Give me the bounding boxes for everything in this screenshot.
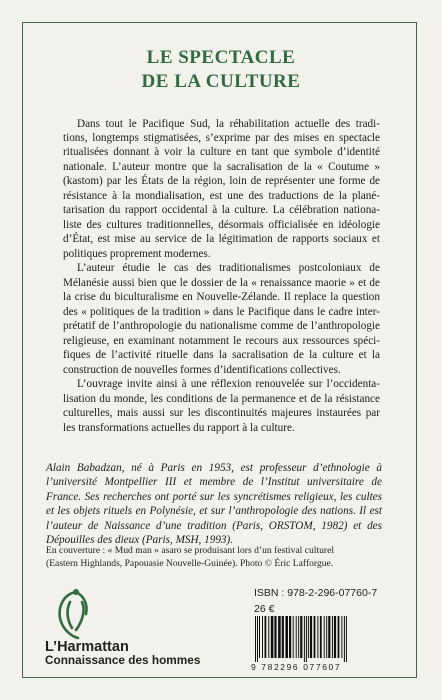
body-line: des « politiques de la tradition » dans le Pacifique dans le cadre inter- xyxy=(63,306,380,318)
body-line: culturelles, mais aussi sur les discontinuités majeures instaurées par xyxy=(63,407,380,419)
body-line: tions, longtemps stigmatisées, s’exprime par des mises en spectacle xyxy=(63,132,380,144)
body-line: Dans tout le Pacifique Sud, la réhabilitation actuelle des tradi- xyxy=(77,118,380,130)
author-bio-line: France. Ses recherches ont porté sur les syncrétismes religieux, les cultes xyxy=(46,491,382,503)
author-bio-line: Dépouilles des dieux (Paris, MSH, 1993). xyxy=(46,534,234,546)
body-line: Mélanésie aussi bien que le dossier de la « renaissance maorie » et de xyxy=(63,277,380,289)
body-line: L’auteur étudie le cas des traditionalismes postcoloniaux de xyxy=(77,262,380,274)
body-line: ritualisées donnant à voir la culture en tant que symbole d’identité xyxy=(63,146,380,158)
harmattan-logo-icon xyxy=(52,584,100,642)
author-bio-line: et les objets rituels en Polynésie, et sur l’anthropologie des nations. Il est xyxy=(46,505,382,517)
body-line: (kastom) par les États de la région, loin de représenter une forme de xyxy=(63,175,380,187)
body-line: lisation du monde, les conditions de la permanence et de la résistance xyxy=(63,393,380,405)
body-line: tarisation du rapport occidental à la culture. La célébration nationa- xyxy=(63,204,380,216)
book-title-line-1: LE SPECTACLE xyxy=(146,47,296,68)
barcode-number: 9 782296 077607 xyxy=(251,662,342,672)
body-line: politiques proprement modernes. xyxy=(63,248,211,260)
body-line: la crise du biculturalisme en Nouvelle-Zélande. Il replace la question xyxy=(63,291,380,303)
cover-caption-line: En couverture : « Mud man » asaro se produisant lors d’un festival culturel xyxy=(46,545,335,556)
body-line: construction de nouvelles formes d’identifications collectives. xyxy=(63,364,341,376)
body-line: prétatif de l’anthropologie du nationalisme comme de l’anthropologie xyxy=(63,320,380,332)
publisher-name: L’Harmattan xyxy=(45,639,129,655)
price: 26 € xyxy=(254,603,275,615)
isbn: ISBN : 978-2-296-07760-7 xyxy=(254,587,378,599)
body-line: L’ouvrage invite ainsi à une réflexion renouvelée sur l’occidenta- xyxy=(77,378,380,390)
collection-name: Connaissance des hommes xyxy=(45,653,201,667)
author-bio-line: Alain Babadzan, né à Paris en 1953, est professeur d’ethnologie à xyxy=(46,462,382,474)
barcode xyxy=(253,616,381,662)
body-line: résistance à la mondialisation, est une des traductions de la plané- xyxy=(63,190,380,202)
author-bio-line: l’université Montpellier III et membre de l’Institut universitaire de xyxy=(46,476,382,488)
cover-caption-line: (Eastern Highlands, Papouasie Nouvelle-Guinée). Photo © Éric Lafforgue. xyxy=(46,558,334,569)
body-line: nationale. L’auteur montre que la sacralisation de la « Coutume » xyxy=(63,161,380,173)
book-title-line-2: DE LA CULTURE xyxy=(141,71,301,92)
body-line: fiques de l’activité rituelle dans la sacralisation de la culture et la xyxy=(63,349,380,361)
body-line: d’État, est mise au service de la légitimation de rapports sociaux et xyxy=(63,233,380,245)
body-line: les transformations actuelles du rapport à la culture. xyxy=(63,422,295,434)
body-line: liste des cultures traditionnelles, désormais officialisée en idéologie xyxy=(63,219,380,231)
body-line: religieuse, en examinant notamment le recours aux ressources spéci- xyxy=(63,335,380,347)
author-bio-line: l’auteur de Naissance d’une tradition (Paris, ORSTOM, 1982) et des xyxy=(46,520,382,532)
